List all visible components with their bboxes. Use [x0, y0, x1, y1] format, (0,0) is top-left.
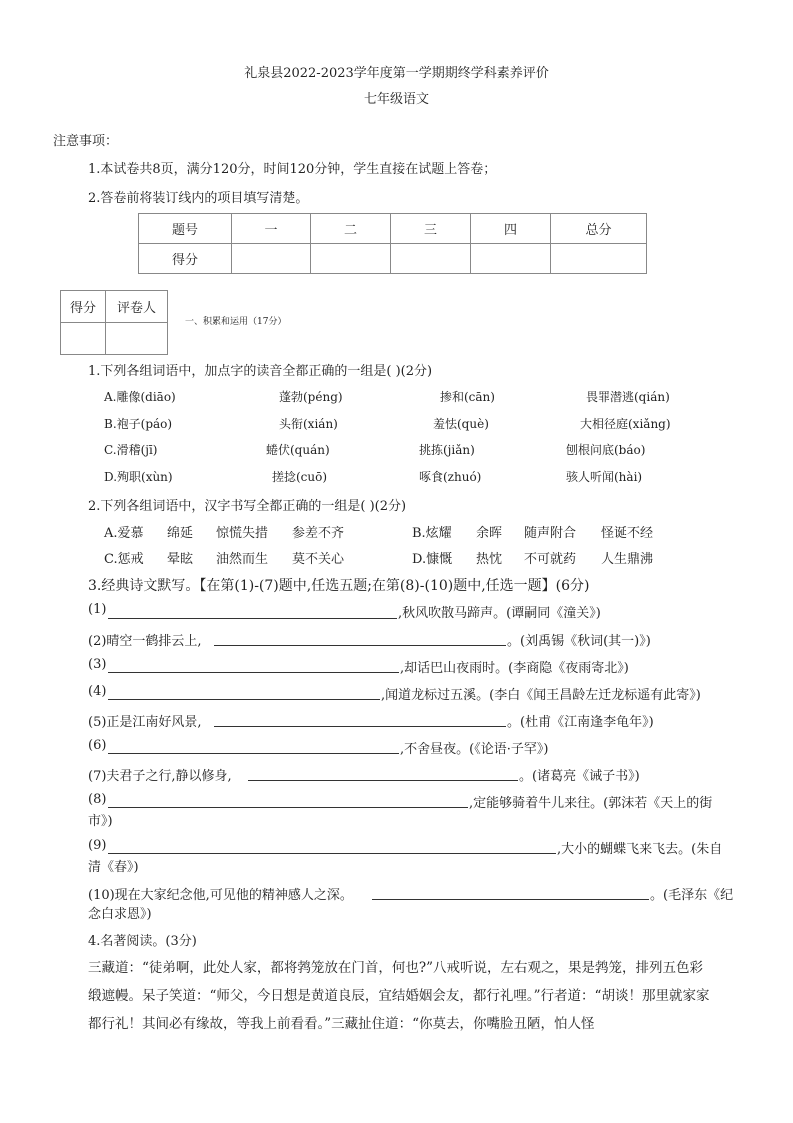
option-item: 蜷伏(quán)	[266, 443, 330, 457]
option-item: 刨根问底(báo)	[566, 443, 646, 457]
poem-line-text: (2)晴空一鹤排云上,	[88, 634, 202, 649]
grader-score-cell[interactable]	[61, 323, 106, 355]
poem-line-text: 。(刘禹锡《秋词(其一)》)	[507, 634, 651, 649]
option-item: C.滑稽(jī)	[104, 443, 158, 457]
option-item: 掺和(cān)	[440, 390, 495, 404]
question-stem: 1.下列各组词语中，加点字的读音全都正确的一组是( )(2分)	[88, 364, 433, 379]
grader-box	[60, 290, 168, 355]
notice-heading: 注意事项：	[53, 134, 119, 149]
poem-line-text: 。(杜甫《江南逢李龟年》)	[507, 715, 654, 730]
poem-line-text: 念白求恩》)	[88, 907, 152, 922]
blank-label: (3)	[88, 657, 107, 672]
score-input-cell[interactable]	[471, 244, 551, 274]
question-stem: 2.下列各组词语中，汉字书写全都正确的一组是( )(2分)	[88, 499, 407, 514]
poem-line-text: 。(毛泽东《纪	[650, 888, 734, 903]
answer-blank[interactable]	[108, 618, 397, 619]
option-item: B.炫耀	[412, 526, 452, 541]
poem-line-text: (5)正是江南好风景,	[88, 715, 202, 730]
answer-blank[interactable]	[108, 853, 556, 854]
passage-line: 缎遮幔。呆子笑道：“师父，今日想是黄道良辰，宜结婚姻会友，都行礼哩。”行者道：“胡谈！那里就家家	[88, 988, 710, 1004]
answer-blank[interactable]	[108, 807, 468, 808]
poem-line-text: 市》)	[88, 814, 113, 829]
score-input-cell[interactable]	[311, 244, 391, 274]
answer-blank[interactable]	[214, 726, 506, 727]
poem-line-text: (10)现在大家纪念他,可见他的精神感人之深。	[88, 888, 353, 903]
passage-line: 三藏道：“徒弟啊，此处人家，都将鹁笼放在门首，何也?”八戒听说，左右观之，果是鹁笼，排列五色彩	[88, 960, 704, 976]
option-item: 羞怯(què)	[433, 417, 489, 431]
option-item: 参差不齐	[292, 526, 345, 541]
table-cell: 得分	[139, 244, 232, 274]
option-item: 骇人听闻(hài)	[566, 470, 643, 484]
poem-line-text: ,不舍昼夜。(《论语·子罕》)	[400, 742, 549, 757]
option-item: C.惩戒	[104, 552, 144, 567]
notice-item: 2.答卷前将装订线内的项目填写清楚。	[88, 191, 309, 206]
option-item: A.爱慕	[104, 526, 144, 541]
notice-item: 1.本试卷共8页，满分120分，时间120分钟，学生直接在试题上答卷；	[88, 162, 497, 177]
score-input-cell[interactable]	[232, 244, 311, 274]
option-item: 畏罪潜逃(qián)	[586, 390, 670, 404]
option-item: 随声附合	[524, 526, 577, 541]
option-item: 不可就药	[524, 552, 577, 567]
table-cell: 总分	[551, 214, 647, 244]
exam-title: 礼泉县2022-2023学年度第一学期期终学科素养评价	[244, 66, 549, 81]
question-stem: 4.名著阅读。(3分)	[88, 934, 197, 949]
option-item: 惊慌失措	[216, 526, 269, 541]
poem-line-text: ,大小的蝴蝶飞来飞去。(朱自	[557, 842, 723, 857]
option-item: 挑拣(jiǎn)	[419, 443, 475, 457]
option-item: 大相径庭(xiǎng)	[580, 417, 671, 431]
option-item: 人生鼎沸	[601, 552, 654, 567]
blank-label: (8)	[88, 792, 107, 807]
option-item: A.雕像(diāo)	[104, 390, 176, 404]
blank-label: (6)	[88, 738, 107, 753]
poem-line-text: ,闻道龙标过五溪。(李白《闻王昌龄左迁龙标遥有此寄》)	[381, 688, 701, 703]
table-cell: 二	[311, 214, 391, 244]
passage-line: 都行礼！其间必有缘故，等我上前看看。”三藏扯住道：“你莫去，你嘴脸丑陋，怕人怪	[88, 1016, 595, 1032]
blank-label: (1)	[88, 602, 107, 617]
score-input-cell[interactable]	[391, 244, 471, 274]
option-item: B.袍子(páo)	[104, 417, 173, 431]
table-row	[139, 214, 647, 244]
table-cell: 四	[471, 214, 551, 244]
poem-line-text: (7)夫君子之行,静以修身,	[88, 769, 232, 784]
poem-line-text: 。(诸葛亮《诫子书》)	[519, 769, 640, 784]
option-item: 晕眩	[167, 552, 194, 567]
grader-score-label: 得分	[61, 291, 106, 323]
poem-line-text: ,定能够骑着牛儿来往。(郭沫若《天上的街	[469, 796, 713, 811]
option-item: 余晖	[476, 526, 503, 541]
grader-name-label: 评卷人	[106, 291, 168, 323]
section-title: 一、积累和运用（17分）	[185, 317, 287, 327]
option-item: D.殉职(xùn)	[104, 470, 173, 484]
option-item: 热忱	[476, 552, 503, 567]
option-item: 莫不关心	[292, 552, 345, 567]
option-item: D.慷慨	[412, 552, 453, 567]
grader-name-cell[interactable]	[106, 323, 168, 355]
table-cell: 题号	[139, 214, 232, 244]
blank-label: (9)	[88, 838, 107, 853]
option-item: 头衔(xián)	[279, 417, 338, 431]
option-item: 啄食(zhuó)	[419, 470, 482, 484]
answer-blank[interactable]	[248, 780, 518, 781]
option-item: 油然而生	[216, 552, 269, 567]
table-cell: 三	[391, 214, 471, 244]
option-item: 搓捻(cuō)	[272, 470, 328, 484]
table-row	[139, 244, 647, 274]
score-table	[138, 213, 647, 274]
exam-subject: 七年级语文	[363, 92, 429, 107]
poem-line-text: ,秋风吹散马蹄声。(谭嗣同《潼关》)	[398, 606, 601, 621]
blank-label: (4)	[88, 684, 107, 699]
poem-line-text: ,却话巴山夜雨时。(李商隐《夜雨寄北》)	[400, 661, 629, 676]
answer-blank[interactable]	[108, 672, 399, 673]
option-item: 蓬勃(péng)	[279, 390, 343, 404]
score-input-cell[interactable]	[551, 244, 647, 274]
poem-line-text: 清《春》)	[88, 860, 139, 875]
answer-blank[interactable]	[372, 899, 649, 900]
table-cell: 一	[232, 214, 311, 244]
option-item: 绵延	[167, 526, 194, 541]
answer-blank[interactable]	[108, 753, 399, 754]
answer-blank[interactable]	[108, 699, 380, 700]
question-stem: 3.经典诗文默写。【在第(1)-(7)题中,任选五题;在第(8)-(10)题中,任选一题】(6分)	[88, 578, 590, 594]
answer-blank[interactable]	[214, 645, 506, 646]
option-item: 怪诞不经	[601, 526, 654, 541]
